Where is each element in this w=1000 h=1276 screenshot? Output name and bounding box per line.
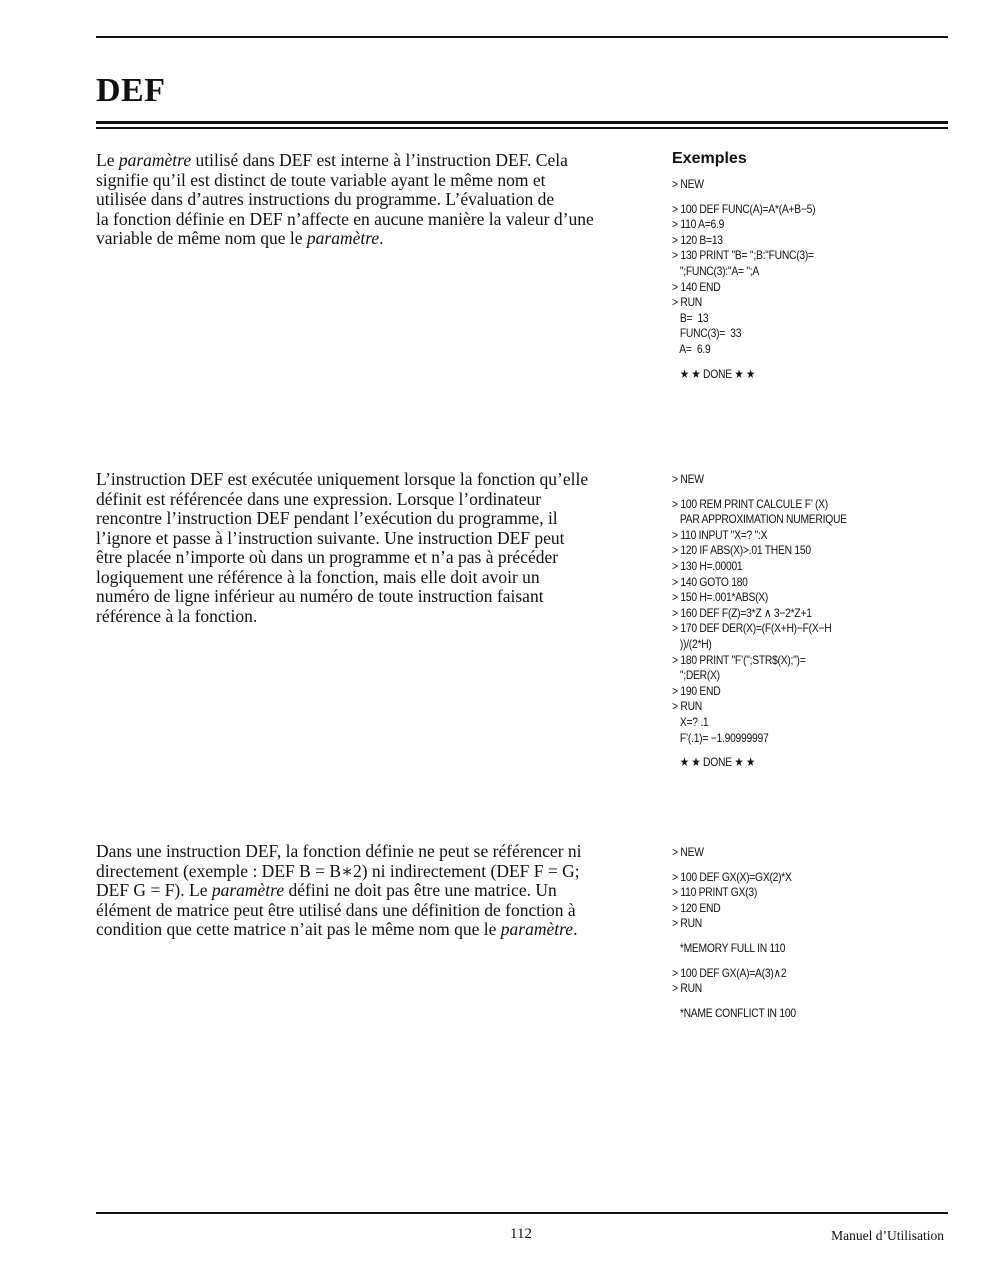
paragraph-line <box>96 151 656 171</box>
text-run: variable de même nom que le <box>96 228 307 248</box>
text-run: défini ne doit pas être une matrice. Un <box>284 880 557 900</box>
code-line: > RUN <box>672 916 702 931</box>
text-run: L’instruction DEF est exécutée uniquement lorsque la fonction qu’elle <box>96 469 589 489</box>
code-line: > RUN <box>672 981 702 996</box>
emphasis-term: paramètre <box>118 150 192 170</box>
examples-heading: Exemples <box>672 150 747 167</box>
paragraph-line <box>96 901 656 921</box>
text-run: rencontre l’instruction DEF pendant l’exécution du programme, il <box>96 508 558 528</box>
paragraph-def-execution <box>96 470 656 626</box>
code-line: > 100 DEF GX(A)=A(3)∧2 <box>672 965 787 980</box>
text-run: Le <box>96 150 119 170</box>
code-line: > 110 PRINT GX(3) <box>672 885 757 900</box>
text-run: élément de matrice peut être utilisé dans une définition de fonction à <box>96 899 576 920</box>
code-line: X=? .1 <box>672 714 709 729</box>
page-title: DEF <box>96 72 166 109</box>
text-run: utilisé dans DEF est interne à l’instruction DEF. Cela <box>191 150 568 170</box>
code-line: ))/(2*H) <box>672 636 712 651</box>
code-line: B= 13 <box>672 310 709 325</box>
paragraph-parameter-scope <box>96 151 656 249</box>
code-line: > 160 DEF F(Z)=3*Z ∧ 3−2*Z+1 <box>672 605 812 620</box>
manual-title: Manuel d’Utilisation <box>831 1228 944 1243</box>
text-run: l’ignore et passe à l’instruction suivante. Une instruction DEF peut <box>96 527 565 548</box>
emphasis-term: paramètre <box>500 919 574 939</box>
title-rule-thick <box>96 121 948 124</box>
code-listing-func <box>672 177 930 382</box>
paragraph-def-recursion <box>96 842 656 940</box>
code-line: > RUN <box>672 295 702 310</box>
text-run: Dans une instruction DEF, la fonction définie ne peut se référencer ni <box>96 841 582 861</box>
paragraph-line <box>96 529 656 549</box>
paragraph-line <box>96 171 656 191</box>
code-blank-line <box>672 957 930 966</box>
code-line: *NAME CONFLICT IN 100 <box>672 1005 796 1020</box>
title-rule-thin <box>96 127 948 129</box>
code-line: > 180 PRINT "F’(";STR$(X);")= <box>672 652 806 667</box>
top-rule <box>96 36 948 38</box>
paragraph-line <box>96 190 656 210</box>
code-line: F’(.1)= −1.90999997 <box>672 730 769 745</box>
code-line: > 120 IF ABS(X)>.01 THEN 150 <box>672 543 811 558</box>
paragraph-line <box>96 229 656 249</box>
code-listing-errors <box>672 845 930 1021</box>
text-run: être placée n’importe où dans un programme et n’a pas à précéder <box>96 547 559 567</box>
code-blank-line <box>672 997 930 1006</box>
emphasis-term: paramètre <box>306 228 380 248</box>
code-blank-line <box>672 746 930 755</box>
paragraph-line <box>96 210 656 230</box>
code-line: ★ ★ DONE ★ ★ <box>672 755 756 770</box>
code-line: ★ ★ DONE ★ ★ <box>672 366 756 381</box>
code-line: > RUN <box>672 699 702 714</box>
code-line: PAR APPROXIMATION NUMERIQUE <box>672 512 847 527</box>
emphasis-term: paramètre <box>211 880 285 900</box>
bottom-rule <box>96 1212 948 1214</box>
text-run: numéro de ligne inférieur au numéro de toute instruction faisant <box>96 586 544 606</box>
text-run: . <box>379 228 384 248</box>
code-line: > 100 REM PRINT CALCULE F’ (X) <box>672 496 828 511</box>
code-blank-line <box>672 488 930 497</box>
paragraph-line <box>96 490 656 510</box>
code-line: > NEW <box>672 472 704 486</box>
code-line: > 120 B=13 <box>672 232 723 247</box>
code-line: > 130 PRINT "B= ";B:"FUNC(3)= <box>672 248 814 263</box>
code-line: > 140 GOTO 180 <box>672 574 748 589</box>
code-blank-line <box>672 358 930 367</box>
paragraph-line <box>96 568 656 588</box>
code-line: A= 6.9 <box>672 341 711 356</box>
paragraph-line <box>96 548 656 568</box>
code-listing-derivative <box>672 472 930 771</box>
text-run: utilisée dans d’autres instructions du programme. L’évaluation de <box>96 189 555 209</box>
paragraph-line <box>96 509 656 529</box>
code-line: > 140 END <box>672 279 721 294</box>
text-run: logiquement une référence à la fonction, mais elle doit avoir un <box>96 566 540 587</box>
text-run: directement (exemple : DEF B = B∗2) ni indirectement (DEF F = G; <box>96 860 580 881</box>
code-line: > NEW <box>672 177 704 191</box>
paragraph-line <box>96 607 656 627</box>
paragraph-line <box>96 862 656 882</box>
text-run: définit est référencée dans une expression. Lorsque l’ordinateur <box>96 488 542 509</box>
paragraph-line <box>96 470 656 490</box>
paragraph-line <box>96 842 656 862</box>
code-line: FUNC(3)= 33 <box>672 326 742 341</box>
code-blank-line <box>672 932 930 941</box>
code-line: *MEMORY FULL IN 110 <box>672 940 786 955</box>
code-line: > 100 DEF GX(X)=GX(2)*X <box>672 869 792 884</box>
text-run: la fonction définie en DEF n’affecte en aucune manière la valeur d’une <box>96 208 594 229</box>
paragraph-line <box>96 881 656 901</box>
code-line: > 150 H=.001*ABS(X) <box>672 590 769 605</box>
code-line: ";DER(X) <box>672 668 720 683</box>
code-blank-line <box>672 193 930 202</box>
paragraph-line <box>96 587 656 607</box>
text-run: signifie qu’il est distinct de toute variable ayant le même nom et <box>96 169 546 190</box>
code-line: > 170 DEF DER(X)=(F(X+H)−F(X−H <box>672 621 832 636</box>
page-number: 112 <box>510 1226 532 1242</box>
code-line: > 130 H=.00001 <box>672 558 743 573</box>
code-line: > 100 DEF FUNC(A)=A*(A+B−5) <box>672 201 816 216</box>
code-line: > 120 END <box>672 900 721 915</box>
code-line: > NEW <box>672 845 704 859</box>
code-line: > 110 A=6.9 <box>672 217 725 232</box>
code-blank-line <box>672 861 930 870</box>
code-line: > 190 END <box>672 683 721 698</box>
text-run: référence à la fonction. <box>96 605 258 626</box>
text-run: DEF G = F). Le <box>96 880 212 900</box>
paragraph-line <box>96 920 656 940</box>
code-line: > 110 INPUT "X=? ":X <box>672 527 768 542</box>
code-line: ";FUNC(3):"A= ";A <box>672 263 759 278</box>
text-run: . <box>573 919 578 939</box>
text-run: condition que cette matrice n’ait pas le même nom que le <box>96 919 501 939</box>
